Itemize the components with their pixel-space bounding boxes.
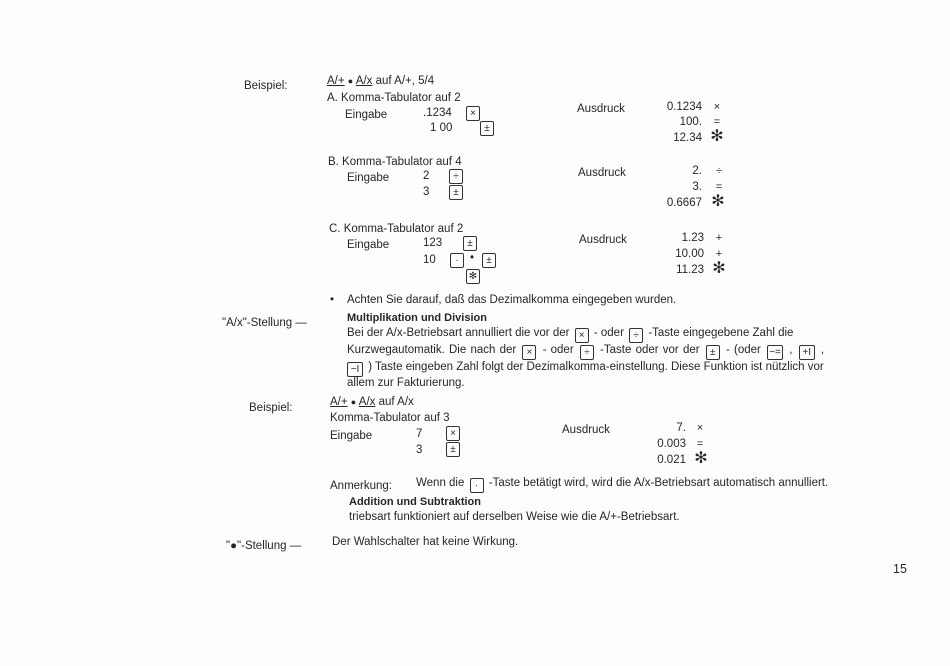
divide-key-icon: ÷ xyxy=(629,328,643,343)
divide-key-icon: ÷ xyxy=(580,345,594,360)
anmerkung-part-b: -Taste betätigt wird, wird die A/x-Betriebsart automatisch annulliert. xyxy=(488,477,829,489)
example-b-input-1: 2 xyxy=(423,170,430,182)
example-b-output-3: 0.6667 xyxy=(666,197,702,209)
line1-part-c: -Taste eingegebene Zahl die xyxy=(648,327,794,339)
example-b-op-3: ✻ xyxy=(711,193,725,210)
paragraph-line-3 xyxy=(347,360,824,377)
example-c-output-2: 10.00 xyxy=(675,248,704,260)
example-3-output-3: 0.021 xyxy=(657,454,686,466)
example-b-eingabe: Eingabe xyxy=(347,172,390,184)
plus-equal-key-icon: ± xyxy=(446,442,460,457)
example-3-title: Komma-Tabulator auf 3 xyxy=(330,412,450,424)
heading-rest: auf A/x xyxy=(378,396,414,408)
heading-a-x: A/x xyxy=(358,396,376,408)
example-b-title: B. Komma-Tabulator auf 4 xyxy=(328,156,462,168)
example-c-op-3: ✻ xyxy=(712,260,726,277)
anmerkung-part-a: Wenn die xyxy=(416,477,465,489)
example-c-output-1: 1.23 xyxy=(681,232,704,244)
example-c-op-2: + xyxy=(715,248,723,260)
paragraph-line-4: allem zur Fakturierung. xyxy=(347,377,465,389)
example-a-op-2: = xyxy=(713,116,721,128)
plus-equal-key-icon: ± xyxy=(482,253,496,268)
example-3-op-3: ✻ xyxy=(694,450,708,467)
line2-part-a: Kurzwegautomatik. Die nach der xyxy=(347,344,517,356)
example-heading-2 xyxy=(330,395,414,409)
multiplication-heading: Multiplikation und Division xyxy=(347,312,487,324)
line2-part-c: -Taste oder vor der xyxy=(600,344,700,356)
example-3-input-1: 7 xyxy=(416,428,423,440)
example-3-op-2: = xyxy=(696,438,704,450)
paragraph-line-1 xyxy=(347,326,793,343)
example-c-op-1: + xyxy=(715,232,723,244)
example-3-output-2: 0.003 xyxy=(657,438,686,450)
example-b-input-2: 3 xyxy=(423,186,430,198)
example-3-op-1: × xyxy=(696,422,704,434)
addition-text: triebsart funktioniert auf derselben Weise wie die A/+-Betriebsart. xyxy=(349,511,680,523)
addition-heading: Addition und Subtraktion xyxy=(349,496,481,508)
anmerkung-label: Anmerkung: xyxy=(330,480,393,492)
line1-part-b: - oder xyxy=(593,327,624,339)
example-c-input-2-dot: • xyxy=(470,252,475,264)
example-a-title: A. Komma-Tabulator auf 2 xyxy=(327,92,461,104)
beispiel-label-1: Beispiel: xyxy=(244,80,288,92)
example-b-output-1: 2. xyxy=(692,165,702,177)
heading-a-plus: A/+ xyxy=(327,75,345,87)
example-3-eingabe: Eingabe xyxy=(330,430,373,442)
example-b-op-2: = xyxy=(715,181,723,193)
heading-dot: ● xyxy=(347,76,354,86)
plus-equal-key-icon: ± xyxy=(706,345,720,360)
dot-stellung-label: "●"-Stellung — xyxy=(226,540,302,552)
decimal-key-icon: · xyxy=(450,253,464,268)
example-c-input-2: 10 xyxy=(423,254,436,266)
example-a-output-1: 0.1234 xyxy=(666,101,702,113)
example-a-input-1: .1234 xyxy=(423,107,452,119)
example-a-output-3: 12.34 xyxy=(673,132,702,144)
note-text: Achten Sie darauf, daß das Dezimalkomma eingegeben wurden. xyxy=(347,294,677,306)
dot-stellung-text: Der Wahlschalter hat keine Wirkung. xyxy=(332,536,519,548)
example-c-eingabe: Eingabe xyxy=(347,239,390,251)
example-a-eingabe: Eingabe xyxy=(345,109,388,121)
example-a-input-2: 1 00 xyxy=(430,122,453,134)
plus-i-key-icon: +I xyxy=(799,345,815,360)
plus-equal-key-icon: ± xyxy=(449,185,463,200)
heading-a-plus: A/+ xyxy=(330,396,348,408)
divide-key-icon: ÷ xyxy=(449,169,463,184)
heading-a-x: A/x xyxy=(355,75,373,87)
multiply-key-icon: × xyxy=(575,328,589,343)
multiply-key-icon: × xyxy=(522,345,536,360)
example-c-output-3: 11.23 xyxy=(676,264,704,276)
multiply-key-icon: × xyxy=(446,426,460,441)
example-c-title: C. Komma-Tabulator auf 2 xyxy=(329,223,464,235)
example-a-ausdruck: Ausdruck xyxy=(577,103,625,115)
total-star-key-icon: ✻ xyxy=(466,269,480,284)
example-a-op-1: × xyxy=(713,101,721,113)
example-c-ausdruck: Ausdruck xyxy=(579,234,627,246)
page-number: 15 xyxy=(893,562,907,576)
plus-equal-key-icon: ± xyxy=(480,121,494,136)
line2-part-f: , xyxy=(820,344,825,356)
example-3-input-2: 3 xyxy=(416,444,423,456)
example-b-output-2: 3. xyxy=(692,181,702,193)
line2-part-b: - oder xyxy=(542,344,574,356)
example-a-op-3: ✻ xyxy=(710,128,724,145)
line3-text: ) Taste eingeben Zahl folgt der Dezimalkomma-einstellung. Diese Funktion ist nützlich vor xyxy=(368,361,824,373)
example-c-input-1: 123 xyxy=(423,237,443,249)
minus-i-key-icon: −I xyxy=(347,362,363,377)
line1-part-a: Bei der A/x-Betriebsart annulliert die vor der xyxy=(347,327,570,339)
example-a-output-2: 100. xyxy=(679,116,702,128)
line2-part-d: - (oder xyxy=(725,344,761,356)
heading-dot: ● xyxy=(350,397,357,407)
example-b-ausdruck: Ausdruck xyxy=(578,167,626,179)
ax-stellung-label: "A/x"-Stellung — xyxy=(222,317,307,329)
decimal-key-icon: · xyxy=(470,478,484,493)
line2-part-e: , xyxy=(789,344,793,356)
anmerkung-text xyxy=(416,476,828,493)
note-bullet: • xyxy=(330,294,335,306)
example-3-ausdruck: Ausdruck xyxy=(562,424,610,436)
example-3-output-1: 7. xyxy=(676,422,686,434)
multiply-key-icon: × xyxy=(466,106,480,121)
example-b-op-1: ÷ xyxy=(715,165,723,177)
minus-equal-key-icon: −= xyxy=(767,345,783,360)
plus-equal-key-icon: ± xyxy=(463,236,477,251)
example-heading-1 xyxy=(327,74,434,88)
heading-rest: auf A/+, 5/4 xyxy=(375,75,435,87)
beispiel-label-2: Beispiel: xyxy=(249,402,293,414)
paragraph-line-2 xyxy=(347,343,824,360)
